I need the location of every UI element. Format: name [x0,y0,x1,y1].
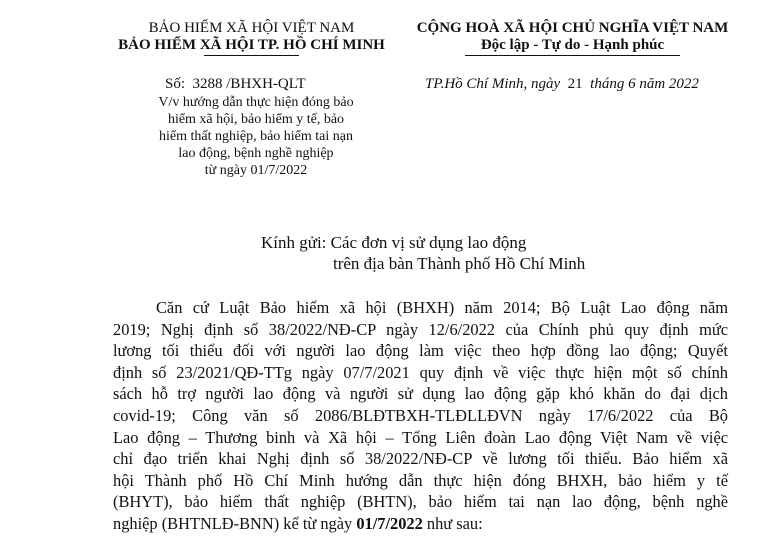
body-line: lương tối thiểu đối với người lao động làm việc theo hợp đồng lao động; Quyết [113,341,728,361]
body-last-start: nghiệp (BHTNLĐ-BNN) kể từ ngày [113,513,357,533]
subject-line: V/v hướng dẫn thực hiện đóng bảo [158,95,354,110]
document-number [165,76,306,93]
recipient-block [261,232,585,274]
effective-date: 01/7/2022 [356,513,423,533]
issuing-agency-name: BẢO HIỂM XÃ HỘI TP. HỒ CHÍ MINH [118,37,385,53]
body-line: định số 23/2021/QĐ-TTg ngày 07/7/2021 quy định về việc thực hiện một số chính [113,362,728,382]
parent-agency-name: BẢO HIỂM XÃ HỘI VIỆT NAM [148,20,355,36]
national-heading-block [400,20,745,56]
body-line: covid-19; Công văn số 2086/BLĐTBXH-TLĐLLĐVN ngày 17/6/2022 của Bộ [113,405,728,425]
document-number-prefix: Số: [165,76,186,92]
body-line: hội Thành phố Hồ Chí Minh hướng dẫn thực hiện đóng BHXH, bảo hiểm y tế [113,470,728,490]
body-line: Căn cứ Luật Bảo hiểm xã hội (BHXH) năm 2014; Bộ Luật Lao động năm [156,298,728,317]
body-last-end: như sau: [422,513,483,533]
body-line: Lao động – Thương binh và Xã hội – Tổng Liên đoàn Lao động Việt Nam về việc [113,427,728,447]
body-paragraph [113,297,728,535]
document-subject [121,94,391,179]
date-prefix: TP.Hồ Chí Minh, ngày [425,76,561,92]
national-motto: Độc lập - Tự do - Hạnh phúc [480,37,665,53]
subject-line: lao động, bệnh nghề nghiệp [178,146,334,161]
motto-underline [465,55,680,56]
body-line: sách hỗ trợ người lao động và người sử dụng lao động gặp khó khăn do đại dịch [113,384,728,404]
body-line: chỉ đạo triển khai Nghị định số 38/2022/NĐ-CP về lương tối thiểu. Bảo hiểm xã [113,449,728,469]
nation-name: CỘNG HOÀ XÃ HỘI CHỦ NGHĨA VIỆT NAM [416,20,729,36]
subject-line: hiểm thất nghiệp, bảo hiểm tai nạn [158,129,353,144]
agency-underline [204,55,299,56]
document-number-suffix: /BHXH-QLT [226,76,306,92]
recipient-line-1: Kính gửi: Các đơn vị sử dụng lao động [261,233,527,252]
subject-line: hiểm xã hội, bảo hiểm y tế, bảo [167,112,345,127]
subject-line: từ ngày 01/7/2022 [204,163,308,178]
document-date [425,76,699,93]
recipient-line-2: trên địa bàn Thành phố Hồ Chí Minh [333,254,586,273]
document-number-value: 3288 [192,76,223,92]
body-line-last [113,513,728,535]
body-line: (BHYT), bảo hiểm thất nghiệp (BHTN), bảo hiểm tai nạn lao động, bệnh nghề [113,492,728,512]
date-suffix: tháng 6 năm 2022 [590,76,699,92]
body-line: 2019; Nghị định số 38/2022/NĐ-CP ngày 12/6/2022 của Chính phủ quy định mức [113,319,728,339]
issuing-agency-block [104,20,399,56]
date-day: 21 [567,76,583,92]
